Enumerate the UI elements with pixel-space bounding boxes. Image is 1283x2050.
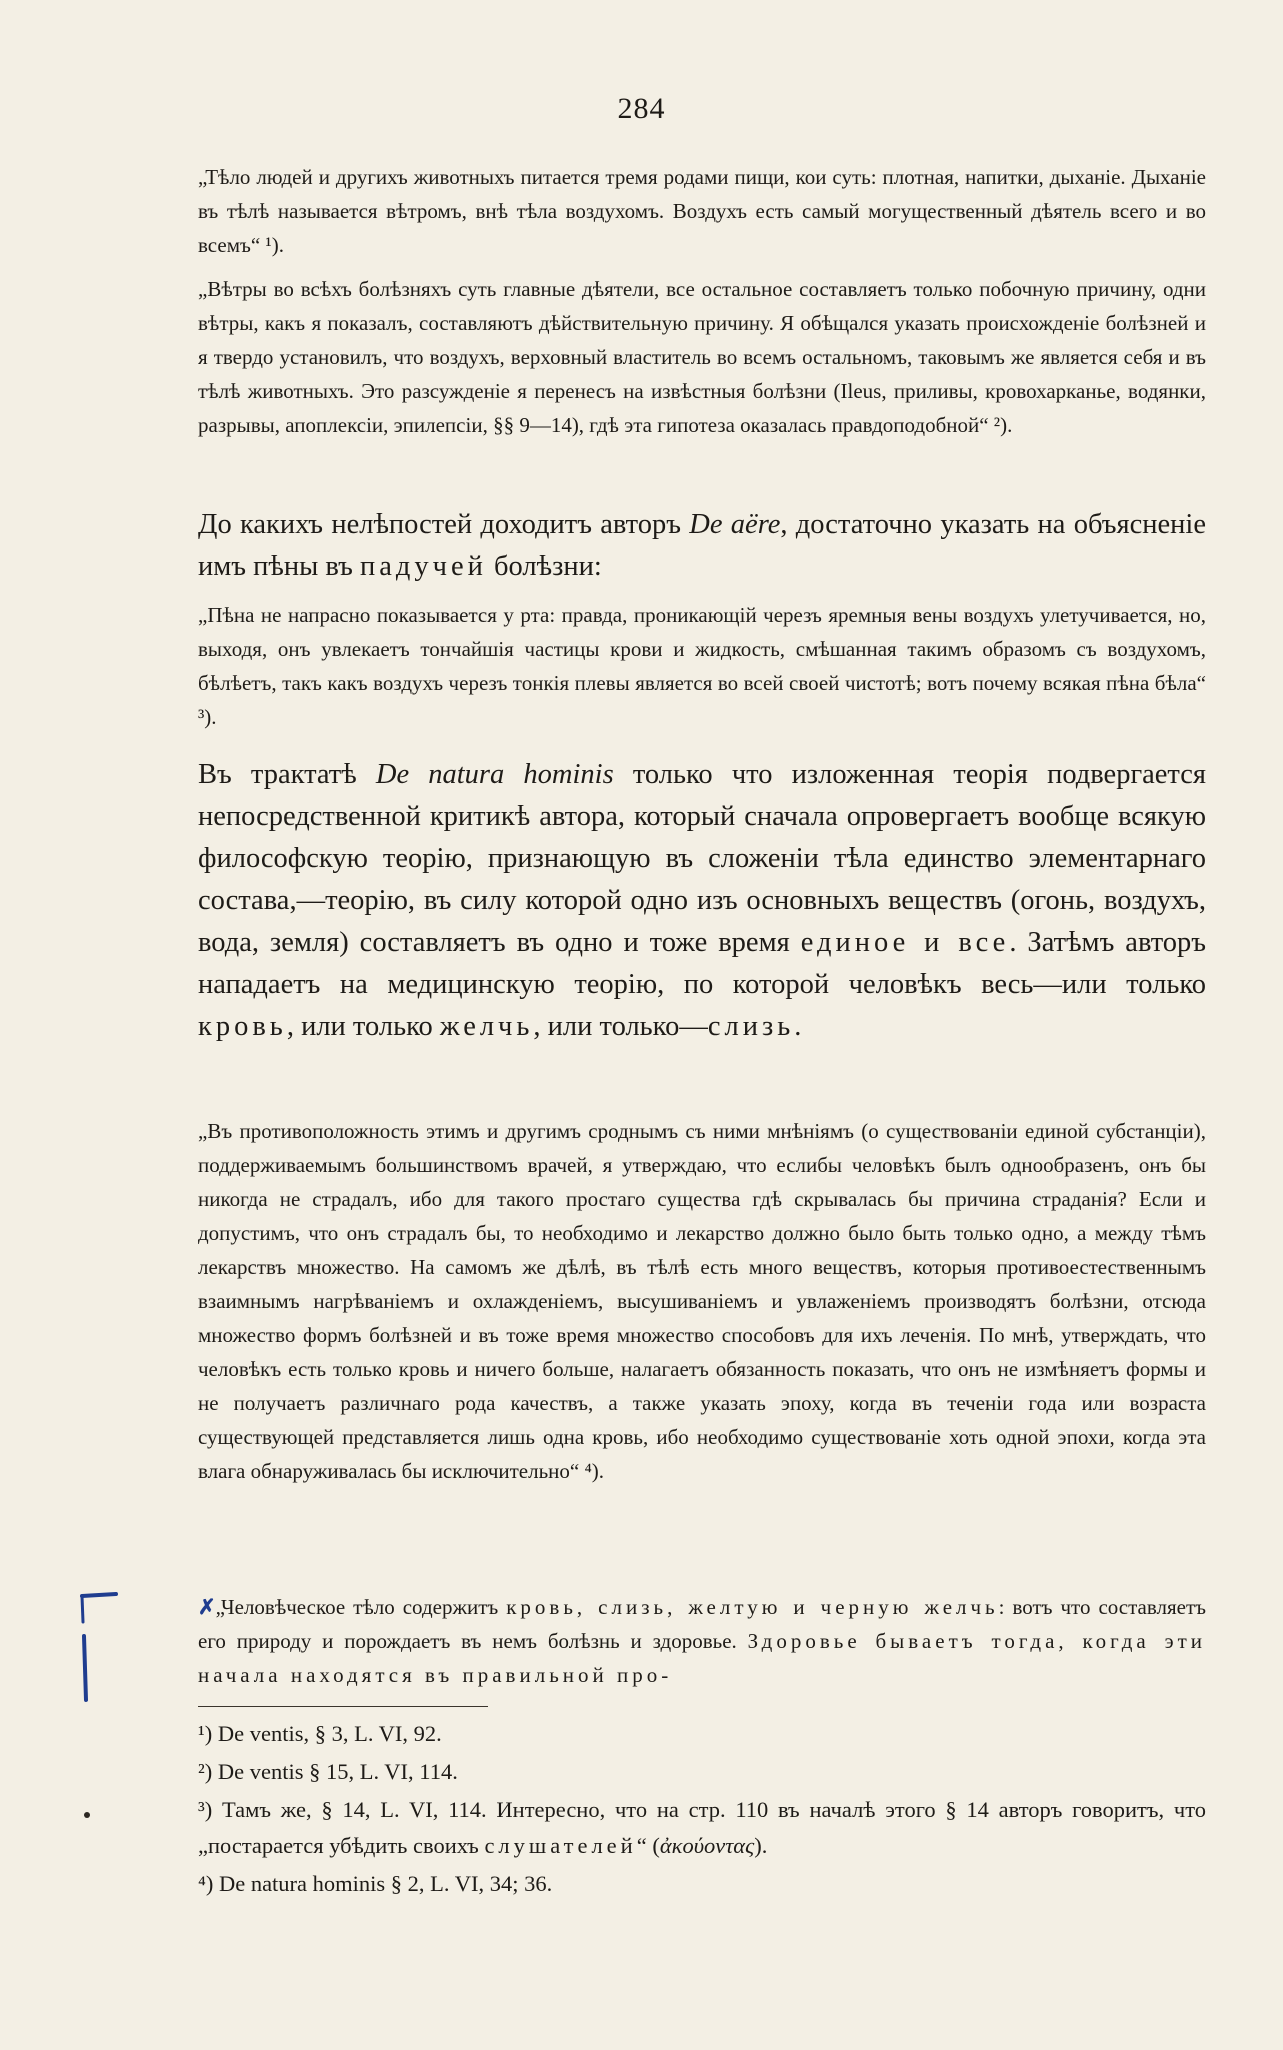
italic-title: De natura hominis [375, 759, 614, 790]
spaced-term: кровь [198, 1011, 287, 1042]
text-run: только что изложенная теорія подвергается непосредственной критикѣ автора, который сначала опровергаетъ вообще всякую философскую теорію, признающую въ сложеніи тѣла единство элементарнаго состава,—теорію, въ силу которой одно изъ основныхъ веществъ (огонь, воздухъ, вода, земля) составляетъ въ одно и тоже время [198, 759, 1206, 958]
spaced-term: единое и все [800, 927, 1010, 958]
text-run: “ ( [636, 1833, 660, 1858]
quote-block-4 [198, 1590, 1206, 1702]
quote-paragraph: „Пѣна не напрасно показывается у рта: правда, проникающій черезъ яремныя вены воздухъ улетучивается, но, выходя, онъ увлекаетъ тончайшія частицы крови и жидкость, смѣшанная такимъ образомъ съ воздухомъ, бѣлѣетъ, такъ какъ воздухъ черезъ тонкія плевы является во всей своей чистотѣ; вотъ почему всякая пѣна бѣла“ ³). [198, 603, 1206, 729]
quote-paragraph: „Тѣло людей и другихъ животныхъ питается тремя родами пищи, кои суть: плотная, напитки, дыханіе. Дыханіе въ тѣлѣ называется вѣтромъ, внѣ тѣла воздухомъ. Воздухъ есть самый могущественный дѣятель всего и во всемъ“ ¹). [198, 165, 1206, 257]
ink-dot [84, 1812, 90, 1818]
body-paragraph [198, 504, 1206, 588]
quote-paragraph: „Вѣтры во всѣхъ болѣзняхъ суть главные дѣятели, все остальное составляетъ только побочную причину, одни вѣтры, какъ я показалъ, составляютъ дѣйствительную причину. Я обѣщался указать происхожденіе болѣзней и я твердо установилъ, что воздухъ, верховный властитель во всемъ остальномъ, таковымъ же является себя и въ тѣлѣ животныхъ. Это разсужденіе я перенесъ на извѣстныя болѣзни (Ileus, приливы, кровохарканье, водянки, разрывы, апоплексіи, эпилепсіи, §§ 9—14), гдѣ эта гипотеза оказалась правдоподобной“ ²). [198, 277, 1206, 437]
quote-paragraph: „Въ противоположность этимъ и другимъ сроднымъ съ ними мнѣніямъ (о существованіи единой субстанціи), поддерживаемымъ большинствомъ врачей, я утверждаю, что еслибы человѣкъ былъ однообразенъ, онъ бы никогда не страдалъ, ибо для такого простаго существа гдѣ скрывалась бы причина страданія? Если и допустимъ, что онъ страдалъ бы, то необходимо и лекарство должно было быть только одно, а между тѣмъ лекарствъ множество. На самомъ же дѣлѣ, въ тѣлѣ есть много веществъ, которыя противоестественнымъ взаимнымъ нагрѣваніемъ и охлажденіемъ, высушиваніемъ и увлаженіемъ производятъ болѣзни, отсюда множество формъ болѣзней и въ тоже время множество способовъ для ихъ леченія. По мнѣ, утверждать, что человѣкъ есть только кровь и ничего больше, налагаетъ обязанность показать, что онъ не измѣняетъ формы и не получаетъ различнаго рода качествъ, а также указать эпоху, когда въ теченіи года или возраста существующей представляется лишь одна кровь, ибо необходимо существованіе хоть одной эпохи, когда эта влага обнаруживалась бы исключительно“ ⁴). [198, 1119, 1206, 1483]
body-paragraph-1 [198, 504, 1206, 588]
spaced-term: желчь [439, 1011, 534, 1042]
text-run: , достаточно указать на объясненіе имъ пѣны въ [198, 509, 1206, 582]
text-run: ). [754, 1833, 768, 1858]
text-run: „Человѣческое тѣло содержитъ [215, 1595, 507, 1619]
footnote: ⁴) De natura hominis § 2, L. VI, 34; 36. [198, 1871, 553, 1896]
spaced-term: слушателей [484, 1833, 637, 1858]
text-run: ³) Тамъ же, § 14, L. VI, 114. Интересно, что на стр. 110 въ началѣ этого § 14 авторъ говоритъ, что „постарается убѣдить своихъ [198, 1797, 1206, 1858]
footnote [198, 1792, 1206, 1864]
quote-paragraph [198, 1590, 1206, 1692]
footnote-rule [198, 1706, 488, 1707]
text-run: , или только [286, 1011, 440, 1042]
italic-title: De aëre [689, 509, 781, 540]
body-paragraph-2 [198, 754, 1206, 1048]
greek-word: ἀκούοντας [659, 1833, 755, 1858]
text-run: Въ трактатѣ [198, 759, 376, 790]
quote-block-3 [198, 1114, 1206, 1498]
text-run: До какихъ нелѣпостей доходитъ авторъ [198, 509, 690, 540]
quote-block-2 [198, 598, 1206, 744]
text-run: , или только— [533, 1011, 708, 1042]
spaced-term: Здоровье бываетъ тогда, когда эти начала находятся въ правильной про- [198, 1629, 1206, 1687]
page-number: 284 [617, 92, 666, 125]
text-run: болѣзни: [486, 551, 602, 582]
spaced-term: падучей [360, 551, 487, 582]
text-run: : вотъ что составляетъ его природу и порождаетъ въ немъ болѣзнь и здоровье. [198, 1595, 1206, 1653]
pen-bracket-mark [74, 1592, 122, 1704]
footnote: ¹) De ventis, § 3, L. VI, 92. [198, 1721, 442, 1746]
spaced-term: кровь, слизь, желтую и черную желчь [506, 1595, 999, 1619]
text-run: . Затѣмъ авторъ нападаетъ на медицинскую теорію, по которой человѣкъ весь—или только [198, 927, 1207, 1000]
pen-mark: ✗ [198, 1595, 216, 1619]
text-run: . [794, 1011, 802, 1042]
quote-block-1 [198, 160, 1206, 452]
footnote: ²) De ventis § 15, L. VI, 114. [198, 1759, 458, 1784]
body-paragraph [198, 754, 1206, 1048]
footnotes [198, 1716, 1206, 1904]
spaced-term: слизь [707, 1011, 795, 1042]
